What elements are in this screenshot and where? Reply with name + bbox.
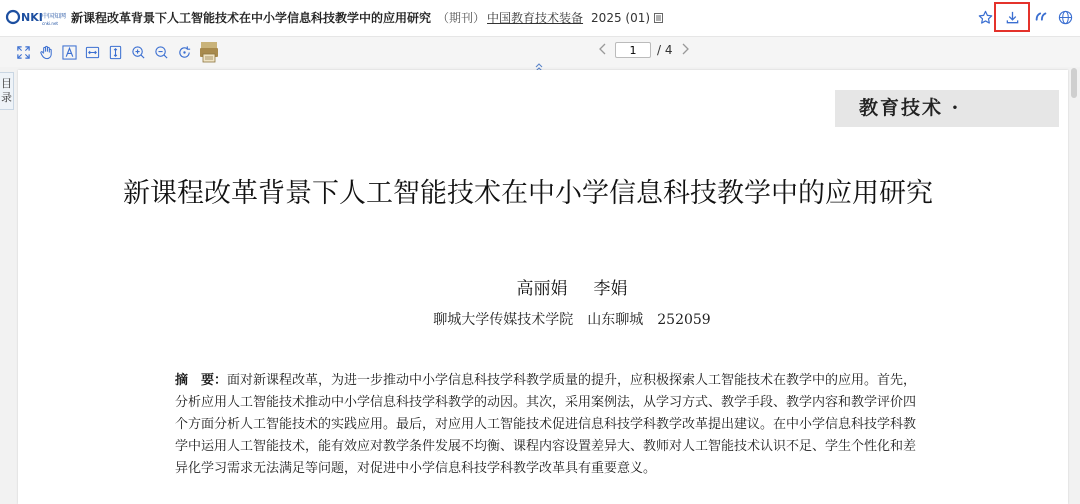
cite-button[interactable] xyxy=(1030,6,1052,28)
text-select-button[interactable] xyxy=(60,43,78,61)
cnki-logo[interactable] xyxy=(6,7,67,27)
next-page-button[interactable] xyxy=(681,43,690,58)
document-type: （期刊） xyxy=(437,11,486,25)
download-icon xyxy=(1005,10,1020,25)
fullscreen-icon xyxy=(16,45,31,60)
page-number-input[interactable] xyxy=(615,42,651,58)
fullscreen-button[interactable] xyxy=(14,43,32,61)
print-button[interactable] xyxy=(199,41,219,63)
document-title-line xyxy=(71,9,663,26)
zoom-out-button[interactable] xyxy=(152,43,170,61)
quote-icon xyxy=(1034,10,1048,24)
chevron-left-icon xyxy=(598,43,607,55)
document-page xyxy=(18,70,1068,504)
rotate-icon xyxy=(177,45,192,60)
svg-text:中国知网: 中国知网 xyxy=(42,13,67,20)
rotate-button[interactable] xyxy=(175,43,193,61)
page-navigator xyxy=(598,41,690,59)
list-icon[interactable] xyxy=(654,13,663,23)
prev-page-button[interactable] xyxy=(598,43,607,58)
abstract-text: 面对新课程改革，为进一步推动中小学信息科技学科教学质量的提升，应积极探索人工智能技术在教学中的应用。首先，分析应用人工智能技术推动中小学信息科技学科教学的动因。其次，采用案例法，从学习方式、教学手段、教学内容和教学评价四个方面分析人工智能技术的实践应用。最后，对应用人工智能技术促进信息科技学科教学改革提出建议。在中小学信息科技学科教学中运用人工智能技术，能有效应对教学条件发展不均衡、课程内容设置差异大、教师对人工智能技术认识不足、学生个性化和差异化学习需求无法满足等问题，对促进中小学信息科技学科教学改革具有重要意义。 xyxy=(175,373,917,476)
section-tag: 教育技术 · xyxy=(835,90,1059,127)
author-name: 高丽娟 xyxy=(516,279,568,299)
author-name: 李娟 xyxy=(593,279,628,299)
print-icon xyxy=(199,41,219,63)
page-total: / 4 xyxy=(657,43,673,57)
journal-link[interactable]: 中国教育技术装备 xyxy=(487,11,584,25)
svg-text:NKI: NKI xyxy=(21,11,43,24)
zoom-in-icon xyxy=(131,45,146,60)
document-title: 新课程改革背景下人工智能技术在中小学信息科技教学中的应用研究 xyxy=(71,11,432,25)
favorite-button[interactable] xyxy=(974,6,996,28)
top-bar xyxy=(0,0,1080,37)
chevron-right-icon xyxy=(681,43,690,55)
svg-text:cnki.net: cnki.net xyxy=(42,21,58,26)
paper-authors xyxy=(18,274,1068,299)
text-select-icon xyxy=(62,45,77,60)
fit-width-icon xyxy=(85,45,100,60)
hand-icon xyxy=(39,45,54,60)
fit-height-button[interactable] xyxy=(106,43,124,61)
abstract xyxy=(175,370,927,480)
scrollbar-thumb[interactable] xyxy=(1071,68,1077,98)
zoom-in-button[interactable] xyxy=(129,43,147,61)
author-affiliation: 聊城大学传媒技术学院 山东聊城 252059 xyxy=(433,312,711,328)
zoom-out-icon xyxy=(154,45,169,60)
translate-button[interactable] xyxy=(1054,6,1076,28)
issue-label: 2025 (01) xyxy=(591,11,651,25)
download-button[interactable] xyxy=(1001,6,1023,28)
paper-title: 新课程改革背景下人工智能技术在中小学信息科技教学中的应用研究 xyxy=(123,178,933,209)
fit-width-button[interactable] xyxy=(83,43,101,61)
hand-tool-button[interactable] xyxy=(37,43,55,61)
toc-tab[interactable]: 目录 xyxy=(0,72,14,110)
abstract-label: 摘 要： xyxy=(175,373,228,388)
fit-height-icon xyxy=(108,45,123,60)
globe-icon xyxy=(1058,10,1073,25)
star-icon xyxy=(978,10,993,25)
